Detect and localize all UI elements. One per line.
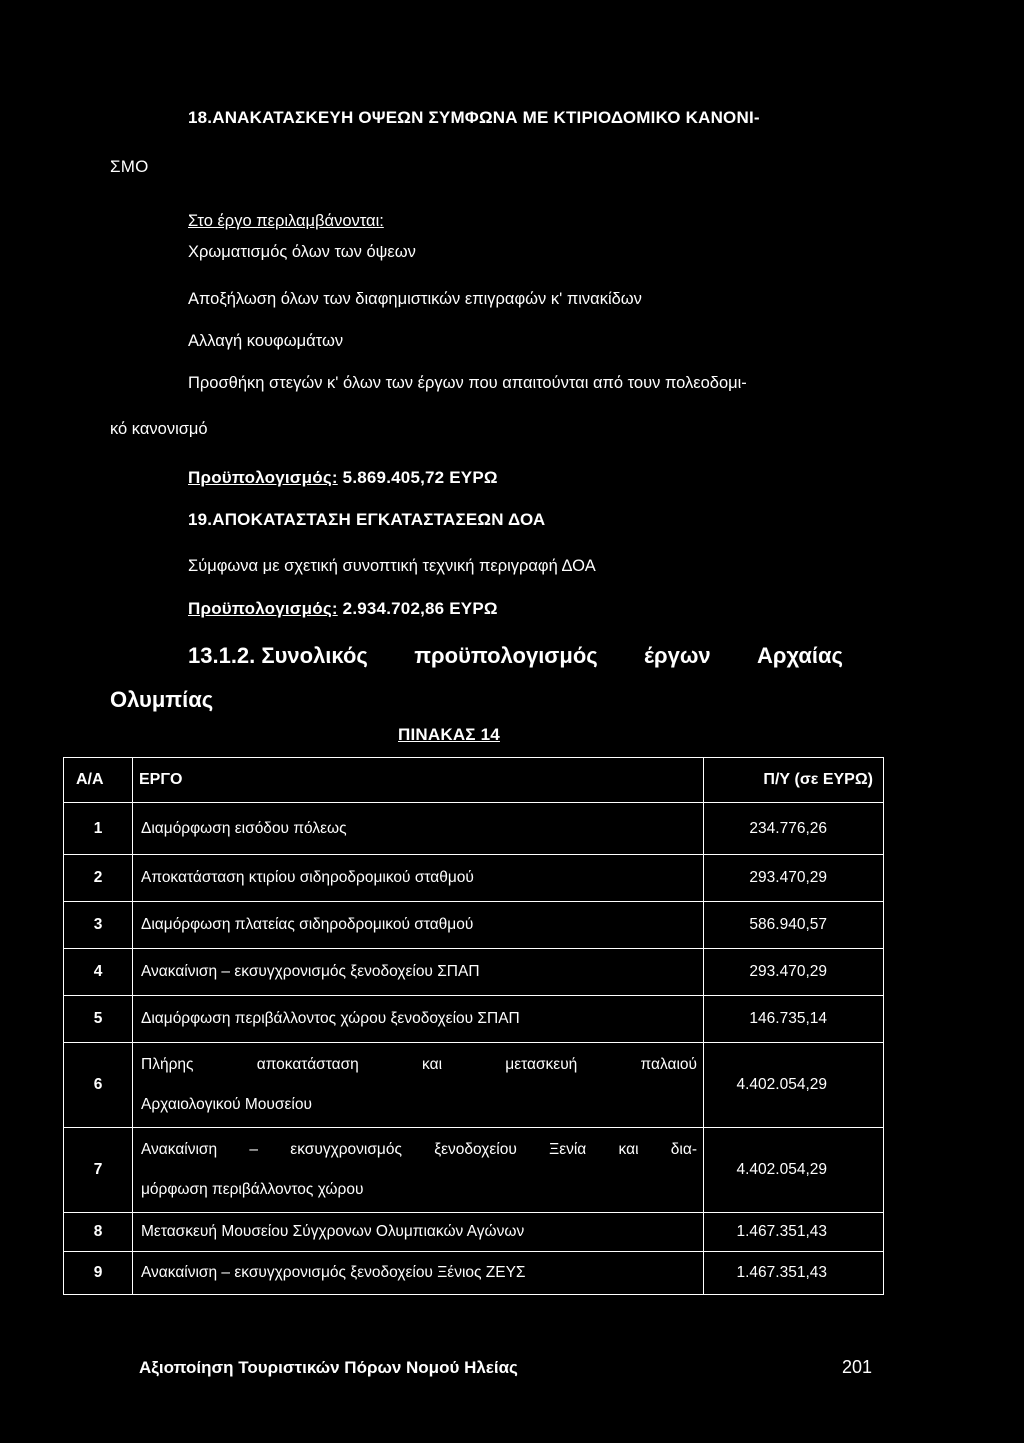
page-number: 201 — [842, 1357, 873, 1377]
item-4: Προσθήκη στεγών κ' όλων των έργων που απαιτούνται από τουν πολεοδομι- — [188, 374, 747, 392]
row-cost: 1.467.351,43 — [704, 1252, 884, 1295]
row-cost: 4.402.054,29 — [704, 1128, 884, 1213]
table-row — [64, 1252, 884, 1295]
table-row — [64, 949, 884, 996]
row-work-line1: Ανακαίνιση – εκσυγχρονισμός ξενοδοχείου Ξενία και δια- — [141, 1141, 697, 1158]
row-number: 9 — [64, 1252, 133, 1295]
table-row — [64, 855, 884, 902]
item-3: Αλλαγή κουφωμάτων — [188, 332, 344, 350]
title-word: έργων — [644, 643, 711, 668]
title-word: προϋπολογισμός — [414, 643, 598, 668]
header-aa: Α/Α — [64, 758, 133, 803]
table-caption: ΠΙΝΑΚΑΣ 14 — [398, 725, 500, 744]
section-title-line1 — [188, 643, 843, 669]
row-work: Αποκατάσταση κτιρίου σιδηροδρομικού σταθμού — [133, 855, 704, 902]
row-work: Ανακαίνιση – εκσυγχρονισμός ξενοδοχείου ΣΠΑΠ — [133, 949, 704, 996]
table-row — [64, 1043, 884, 1128]
row-work-line2: μόρφωση περιβάλλοντος χώρου — [141, 1181, 364, 1198]
table-row — [64, 803, 884, 855]
row-cost: 586.940,57 — [704, 902, 884, 949]
budget-label: Προϋπολογισμός: — [188, 599, 338, 618]
row-number: 1 — [64, 803, 133, 855]
table-header-row — [64, 758, 884, 803]
item-2: Αποξήλωση όλων των διαφημιστικών επιγραφών κ' πινακίδων — [188, 290, 642, 308]
row-number: 4 — [64, 949, 133, 996]
section-19-description: Σύμφωνα με σχετική συνοπτική τεχνική περιγραφή ΔΟΑ — [188, 557, 596, 575]
table-row — [64, 902, 884, 949]
section-title-line2: Ολυμπίας — [110, 687, 214, 712]
item-4-continuation: κό κανονισμό — [110, 420, 208, 438]
row-cost: 1.467.351,43 — [704, 1213, 884, 1252]
includes-label: Στο έργο περιλαμβάνονται: — [188, 212, 384, 230]
budget-label: Προϋπολογισμός: — [188, 468, 338, 487]
table-row — [64, 996, 884, 1043]
row-number: 3 — [64, 902, 133, 949]
row-number: 7 — [64, 1128, 133, 1213]
row-work — [133, 1043, 704, 1128]
row-work: Μετασκευή Μουσείου Σύγχρονων Ολυμπιακών Αγώνων — [133, 1213, 704, 1252]
row-number: 6 — [64, 1043, 133, 1128]
section-19-heading: 19.ΑΠΟΚΑΤΑΣΤΑΣΗ ΕΓΚΑΤΑΣΤΑΣΕΩΝ ΔΟΑ — [188, 510, 546, 529]
row-cost: 293.470,29 — [704, 949, 884, 996]
section-19-budget — [188, 599, 498, 619]
row-work — [133, 1128, 704, 1213]
footer-title: Αξιοποίηση Τουριστικών Πόρων Νομού Ηλείας — [139, 1358, 518, 1377]
row-work: Ανακαίνιση – εκσυγχρονισμός ξενοδοχείου Ξένιος ΖΕΥΣ — [133, 1252, 704, 1295]
row-work-line2: Αρχαιολογικού Μουσείου — [141, 1096, 312, 1113]
row-cost: 146.735,14 — [704, 996, 884, 1043]
budget-value: 5.869.405,72 ΕΥΡΩ — [342, 468, 498, 487]
title-word: Αρχαίας — [756, 643, 843, 668]
row-cost: 234.776,26 — [704, 803, 884, 855]
row-number: 5 — [64, 996, 133, 1043]
header-work: ΕΡΓΟ — [133, 758, 704, 803]
row-work-line1: Πλήρης αποκατάσταση και μετασκευή παλαιού — [141, 1056, 697, 1073]
row-work: Διαμόρφωση πλατείας σιδηροδρομικού σταθμού — [133, 902, 704, 949]
section-18-heading-line1: 18.ΑΝΑΚΑΤΑΣΚΕΥΗ ΟΨΕΩΝ ΣΥΜΦΩΝΑ ΜΕ ΚΤΙΡΙΟΔΟΜΙΚΟ ΚΑΝΟΝΙ- — [188, 108, 760, 127]
row-work: Διαμόρφωση περιβάλλοντος χώρου ξενοδοχείου ΣΠΑΠ — [133, 996, 704, 1043]
row-cost: 4.402.054,29 — [704, 1043, 884, 1128]
row-number: 8 — [64, 1213, 133, 1252]
section-18-budget — [188, 468, 498, 488]
table-row — [64, 1128, 884, 1213]
budget-table — [63, 757, 884, 1295]
row-work: Διαμόρφωση εισόδου πόλεως — [133, 803, 704, 855]
section-18-heading-line2: ΣΜΟ — [110, 157, 149, 176]
row-cost: 293.470,29 — [704, 855, 884, 902]
item-1: Χρωματισμός όλων των όψεων — [188, 243, 416, 261]
header-cost: Π/Υ (σε ΕΥΡΩ) — [704, 758, 884, 803]
title-word: 13.1.2. Συνολικός — [188, 643, 368, 668]
row-number: 2 — [64, 855, 133, 902]
budget-value: 2.934.702,86 ΕΥΡΩ — [342, 599, 498, 618]
table-row — [64, 1213, 884, 1252]
